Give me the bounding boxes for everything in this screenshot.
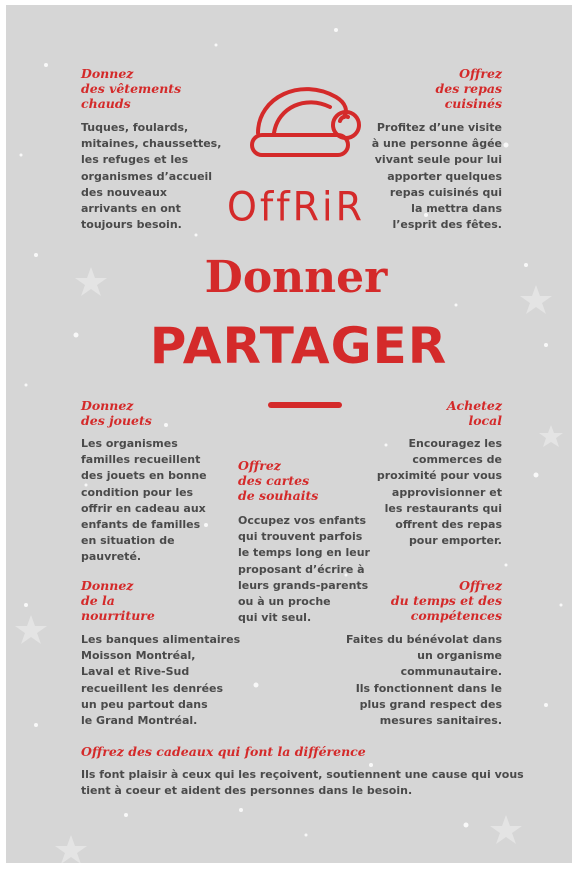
cards-body: Occupez vos enfants qui trouvent parfois le temps long en leur proposant d’écrire à leurs grands-parents ou à un proche qui vit seul. xyxy=(238,514,370,625)
clothes-title: Donnez des vêtements chauds xyxy=(81,66,182,111)
flyer-card xyxy=(6,5,572,863)
hero-partager: PARTAGER xyxy=(149,317,448,375)
cards-title: Offrez des cartes de souhaits xyxy=(238,458,319,503)
local-title: Achetez local xyxy=(446,398,502,428)
gifts-title: Offrez des cadeaux qui font la différence xyxy=(81,744,366,759)
hero-donner: Donner xyxy=(204,252,388,303)
toys-body: Les organismes familles recueillent des jouets en bonne condition pour les offrir en cadeau aux enfants de familles en situation de pauvreté. xyxy=(81,437,207,564)
food-title: Donnez de la nourriture xyxy=(81,578,155,623)
santa-hat-icon xyxy=(246,77,366,177)
divider xyxy=(268,402,342,408)
local-body: Encouragez les commerces de proximité pour vous approvisionner et les restaurants qui offrent des repas pour emporter. xyxy=(376,437,502,548)
food-body: Les banques alimentaires Moisson Montréal, Laval et Rive-Sud recueillent les denrées un peu partout dans le Grand Montréal. xyxy=(81,633,241,728)
clothes-body: Tuques, foulards, mitaines, chaussettes, les refuges et les organismes d’accueil des nouveaux arrivants en ont toujours besoin. xyxy=(81,121,222,232)
meals-title: Offrez des repas cuisinés xyxy=(435,66,502,111)
hero-offrir: OffRiR xyxy=(226,183,366,231)
toys-title: Donnez des jouets xyxy=(81,398,152,428)
gifts-body: Ils font plaisir à ceux qui les reçoivent, soutiennent une cause qui vous tient à coeur et aident des personnes dans le besoin. xyxy=(81,768,524,798)
meals-body: Profitez d’une visite à une personne âgée vivant seule pour lui apporter quelques repas cuisinés qui la mettra dans l’esprit des fêtes. xyxy=(371,121,502,232)
time-body: Faites du bénévolat dans un organisme communautaire. Ils fonctionnent dans le plus grand respect des mesures sanitaires. xyxy=(345,633,502,728)
time-title: Offrez du temps et des compétences xyxy=(390,578,502,623)
